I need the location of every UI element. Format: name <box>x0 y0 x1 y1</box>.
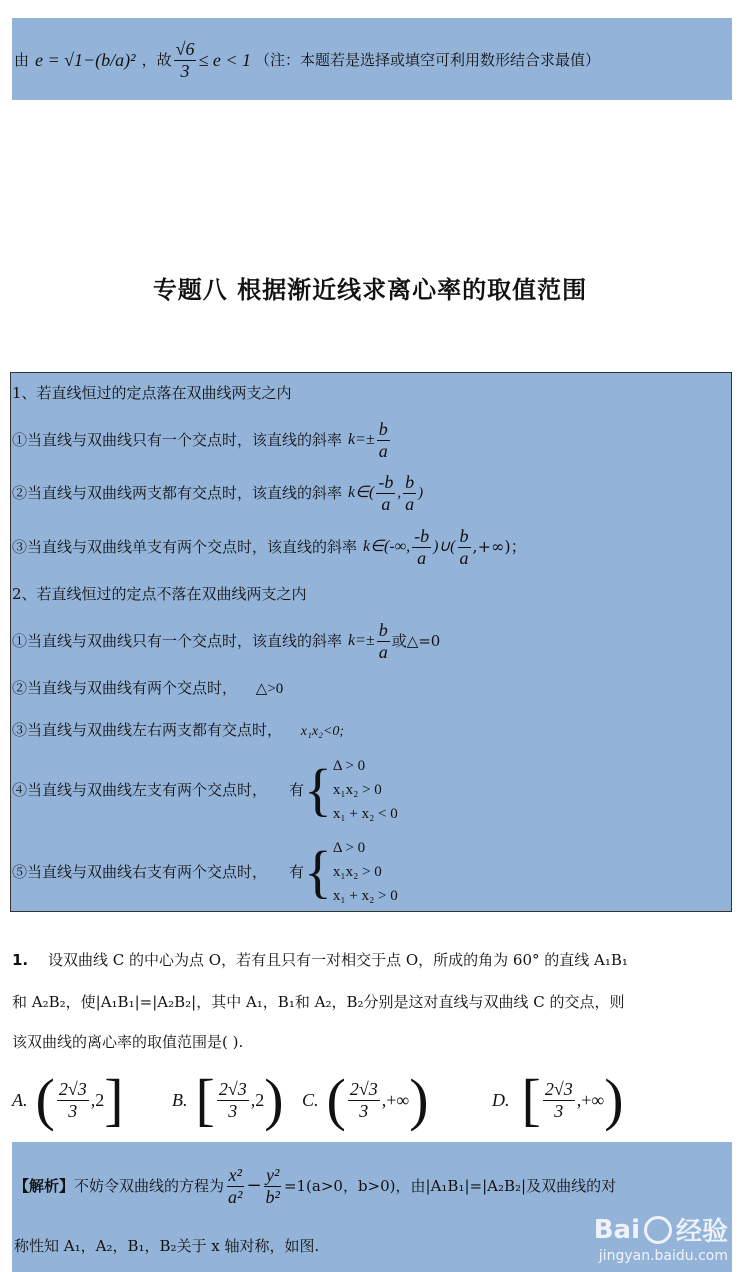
top-note: （注：本题若是选择或填空可利用数形结合求最值） <box>254 51 600 69</box>
page-title: 专题八 根据渐近线求离心率的取值范围 <box>152 275 588 304</box>
summary-item-1: ①当直线与双曲线只有一个交点时，该直线的斜率 k=± $\frac{b}{a}$ <box>12 418 388 461</box>
option-a[interactable]: A. ( $\frac{2√3}{3}$ ,2 ] <box>12 1067 124 1132</box>
top-prefix: 由 <box>14 51 30 69</box>
problem-line-3: 该双曲线的离心率的取值范围是( ). <box>12 1033 244 1051</box>
summary-item-j5: ⑤当直线与双曲线右支有两个交点时， 有 { Δ > 0 x₁x₂ > 0 x₁ + x₂ > 0 <box>12 834 398 910</box>
since-text: ，故 <box>141 51 172 69</box>
analysis-tag: 【解析】 <box>14 1177 75 1195</box>
top-formula-line <box>14 40 600 80</box>
sqrt6-over-3: $\frac{√6}{3}$ <box>175 38 195 81</box>
summary-heading-2: 2、若直线恒过的定点不落在双曲线两支之内 <box>12 585 307 603</box>
problem-line-1: 设双曲线 C 的中心为点 O，若有且只有一对相交于点 O，所成的角为 60° 的直线 A₁B₁ <box>48 951 628 969</box>
summary-item-j3: ③当直线与双曲线左右两支都有交点时， x₁x₂<0; <box>12 721 345 739</box>
option-c[interactable]: C. ( $\frac{2√3}{3}$ ,+∞ ) <box>302 1067 429 1132</box>
baidu-watermark: Bai 经验 jingyan.baidu.com <box>593 1214 728 1264</box>
summary-item-j4: ④当直线与双曲线左支有两个交点时， 有 { Δ > 0 x₁x₂ > 0 x₁ + x₂ < 0 <box>12 752 398 828</box>
e-inequality: ≤ e < 1 <box>198 50 251 70</box>
paw-icon <box>644 1216 672 1244</box>
system-left-branch: { Δ > 0 x₁x₂ > 0 x₁ + x₂ < 0 <box>304 757 398 822</box>
summary-item-3: ③当直线与双曲线单支有两个交点时，该直线的斜率 k∈(-∞, $\frac{-b}{a}$ )∪( $\frac{b}{a}$ ,+∞)； <box>12 525 527 568</box>
summary-item-2: ②当直线与双曲线两支都有交点时，该直线的斜率 k∈( $\frac{-b}{a}$ , $\frac{b}{a}$ ) <box>12 471 424 514</box>
summary-heading-1: 1、若直线恒过的定点落在双曲线两支之内 <box>12 384 292 402</box>
analysis-line-1: 【解析】 不妨令双曲线的方程为 $\frac{\text{x²}}{\text{a²}}$ − $\frac{\text{y²}}{\text{b²}}$ =1(a>0，b>0)，由|A₁B₁|=|A₂B₂|及双曲线的对 <box>14 1164 617 1207</box>
summary-item-j2: ②当直线与双曲线有两个交点时， △>0 <box>12 679 284 697</box>
system-right-branch: { Δ > 0 x₁x₂ > 0 x₁ + x₂ > 0 <box>304 839 398 904</box>
option-b[interactable]: B. [ $\frac{2√3}{3}$ ,2 ) <box>172 1067 284 1132</box>
analysis-line-2: 称性知 A₁，A₂，B₁，B₂关于 x 轴对称，如图. <box>14 1237 320 1255</box>
summary-item-j1: ①当直线与双曲线只有一个交点时，该直线的斜率 k=± $\frac{b}{a}$ 或△=0 <box>12 619 441 662</box>
problem-line-2: 和 A₂B₂，使|A₁B₁|=|A₂B₂|，其中 A₁，B₁和 A₂，B₂分别是这对直线与双曲线 C 的交点，则 <box>12 993 625 1011</box>
e-formula: e = √1−(b/a)² <box>35 50 136 70</box>
option-d[interactable]: D. [ $\frac{2√3}{3}$ ,+∞ ) <box>492 1067 624 1132</box>
problem-number: 1. <box>12 951 29 969</box>
